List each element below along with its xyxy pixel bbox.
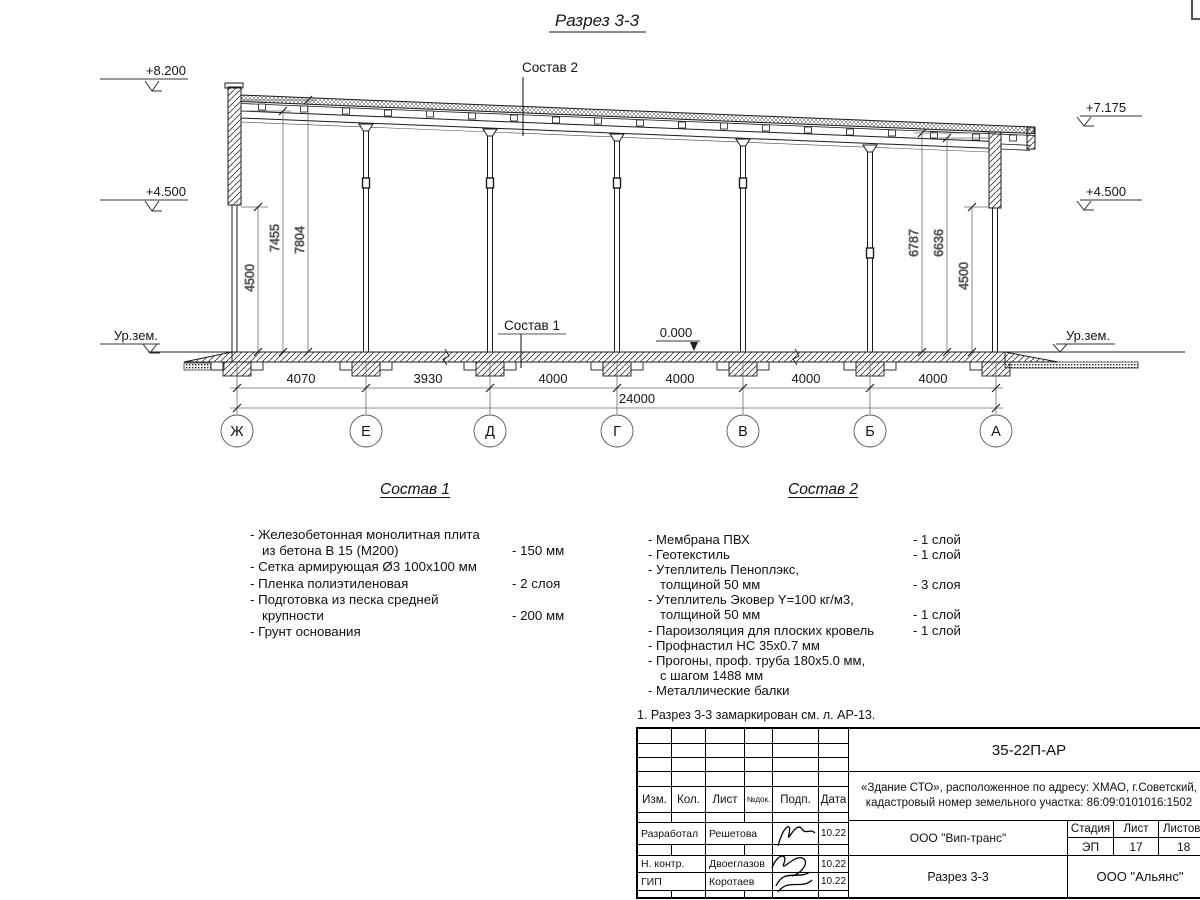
roof-fascia <box>1027 127 1035 149</box>
dim-right-6636: 6636 <box>932 229 946 257</box>
list-item: - Грунт основания <box>250 624 361 640</box>
dim-left-4500: 4500 <box>243 264 257 292</box>
svg-text:+4.500: +4.500 <box>145 184 186 199</box>
sheets-value-cell: 18 <box>1158 837 1200 856</box>
row-developer-name: Решетова <box>706 823 773 845</box>
list-item: толщиной 50 мм - 1 слой <box>660 607 961 623</box>
svg-text:Состав 1: Состав 1 <box>504 318 560 333</box>
left-wall-panel <box>228 87 241 205</box>
col-kol: Кол. <box>672 787 706 813</box>
dims-left <box>241 96 316 356</box>
svg-text:+4.500: +4.500 <box>1086 184 1127 199</box>
dim-bay-5: 4000 <box>791 371 821 386</box>
dim-bay-2: 3930 <box>413 371 443 386</box>
elevation-7175 <box>1077 100 1142 126</box>
list-item: - Пленка полиэтиленовая - 2 слоя <box>250 575 561 591</box>
axis-b: Б <box>865 424 875 440</box>
row-gip-role: ГИП <box>638 873 706 891</box>
list-item: крупности - 200 мм <box>262 608 565 624</box>
list-item: с шагом 1488 мм <box>660 667 764 683</box>
sheets-label-cell: Листов <box>1158 820 1200 838</box>
row-ncontrol-name: Двоеглазов <box>706 856 773 873</box>
list-item: - Пароизоляция для плоских кровель - 1 слой <box>648 622 961 638</box>
row-ncontrol-date: 10.22 <box>819 856 849 873</box>
list-item: толщиной 50 мм - 3 слоя <box>660 577 961 593</box>
col-podp: Подп. <box>773 787 819 813</box>
col-list: Лист <box>706 787 745 813</box>
sostav1-block <box>250 481 580 640</box>
doc-number-cell: 35-22П-АР <box>848 728 1200 772</box>
svg-text:+8.200: +8.200 <box>145 63 186 78</box>
sostav2-block <box>648 481 998 698</box>
sostav2-title: Состав 2 <box>788 481 858 498</box>
sheet-note: 1. Разрез 3-3 замаркирован см. л. АР-13. <box>637 708 876 722</box>
col-data: Дата <box>819 787 849 813</box>
axis-zh: Ж <box>230 424 244 440</box>
svg-text:0.000: 0.000 <box>659 325 693 340</box>
list-item: - Утеплитель Эковер Y=100 кг/м3, <box>648 592 854 608</box>
list-item: - Мембрана ПВХ - 1 слой <box>648 532 961 547</box>
dim-left-7804: 7804 <box>293 226 307 254</box>
project-description-cell: «Здание СТО», расположенное по адресу: ХМАО, г.Советский, кадастровый номер земельного участка: 86:09:0101016:1502 <box>848 771 1200 821</box>
sostav1-title: Состав 1 <box>380 481 450 498</box>
frame-corner-fragment <box>1191 0 1200 20</box>
list-item: - Профнастил НС 35х0.7 мм <box>648 637 820 653</box>
axis-d: Д <box>485 424 495 440</box>
signature-developer <box>772 816 818 854</box>
dim-bay-6: 4000 <box>918 371 948 386</box>
list-item: - Утеплитель Пеноплэкс, <box>648 562 799 578</box>
svg-text:Ур.зем.: Ур.зем. <box>1066 328 1111 343</box>
dim-bay-4: 4000 <box>665 371 695 386</box>
row-gip-name: Коротаев <box>706 873 773 891</box>
list-item: - Железобетонная монолитная плита <box>250 527 480 542</box>
left-wall-column <box>232 205 237 352</box>
company-cell: ООО "Альянс" <box>1067 855 1200 898</box>
stage-label-cell: Стадия <box>1067 820 1114 838</box>
axis-g: Г <box>613 424 621 440</box>
svg-text:+7.175: +7.175 <box>1086 100 1127 115</box>
dim-right-6787: 6787 <box>907 229 921 257</box>
col-ndok: №док. <box>745 787 773 813</box>
page-title: Разрез 3-3 <box>554 11 640 30</box>
list-item: - Подготовка из песка средней <box>250 591 439 607</box>
foundation-pads <box>211 362 1010 376</box>
list-item: - Металлические балки <box>648 682 790 698</box>
svg-text:Состав 2: Состав 2 <box>522 60 578 75</box>
right-wall-panel <box>989 132 1001 208</box>
dim-total: 24000 <box>618 391 656 406</box>
list-item: - Прогоны, проф. труба 180х5.0 мм, <box>648 652 866 668</box>
row-gip-date: 10.22 <box>819 873 849 891</box>
axis-v: В <box>738 424 748 440</box>
sheet-value-cell: 17 <box>1113 837 1159 856</box>
axis-bubbles <box>221 415 1012 447</box>
col-izm: Изм. <box>638 787 672 813</box>
axis-e: Е <box>361 424 371 440</box>
list-item: из бетона В 15 (М200) - 150 мм <box>262 543 565 559</box>
sheet-label-cell: Лист <box>1113 820 1159 838</box>
dim-bay-1: 4070 <box>286 371 316 386</box>
dim-left-7455: 7455 <box>268 224 282 252</box>
list-item: - Геотекстиль - 1 слой <box>648 547 961 563</box>
drawing-name-cell: Разрез 3-3 <box>848 855 1068 898</box>
dim-right-4500: 4500 <box>957 262 971 290</box>
elevation-zero <box>656 325 700 351</box>
svg-text:Ур.зем.: Ур.зем. <box>113 328 158 343</box>
dims-right <box>907 129 989 356</box>
row-developer-date: 10.22 <box>819 823 849 845</box>
row-developer-role: Разработал <box>638 823 706 845</box>
elevation-8200 <box>100 63 188 91</box>
elevation-4500-right <box>1077 184 1142 210</box>
right-wall-column <box>993 208 998 352</box>
list-item: - Сетка армирующая Ø3 100х100 мм <box>250 559 477 575</box>
drawing-title <box>549 11 646 32</box>
elevation-4500-left <box>100 184 188 211</box>
signature-ncontrol-gip <box>768 850 820 898</box>
stage-value-cell: ЭП <box>1067 837 1114 856</box>
row-ncontrol-role: Н. контр. <box>638 856 706 873</box>
columns <box>359 124 877 352</box>
elevation-ground-left <box>100 328 160 353</box>
org-cell: ООО "Вип-транс" <box>848 820 1068 856</box>
elevation-ground-right <box>1053 328 1115 352</box>
dim-bay-3: 4000 <box>538 371 568 386</box>
axis-a: А <box>991 424 1001 440</box>
